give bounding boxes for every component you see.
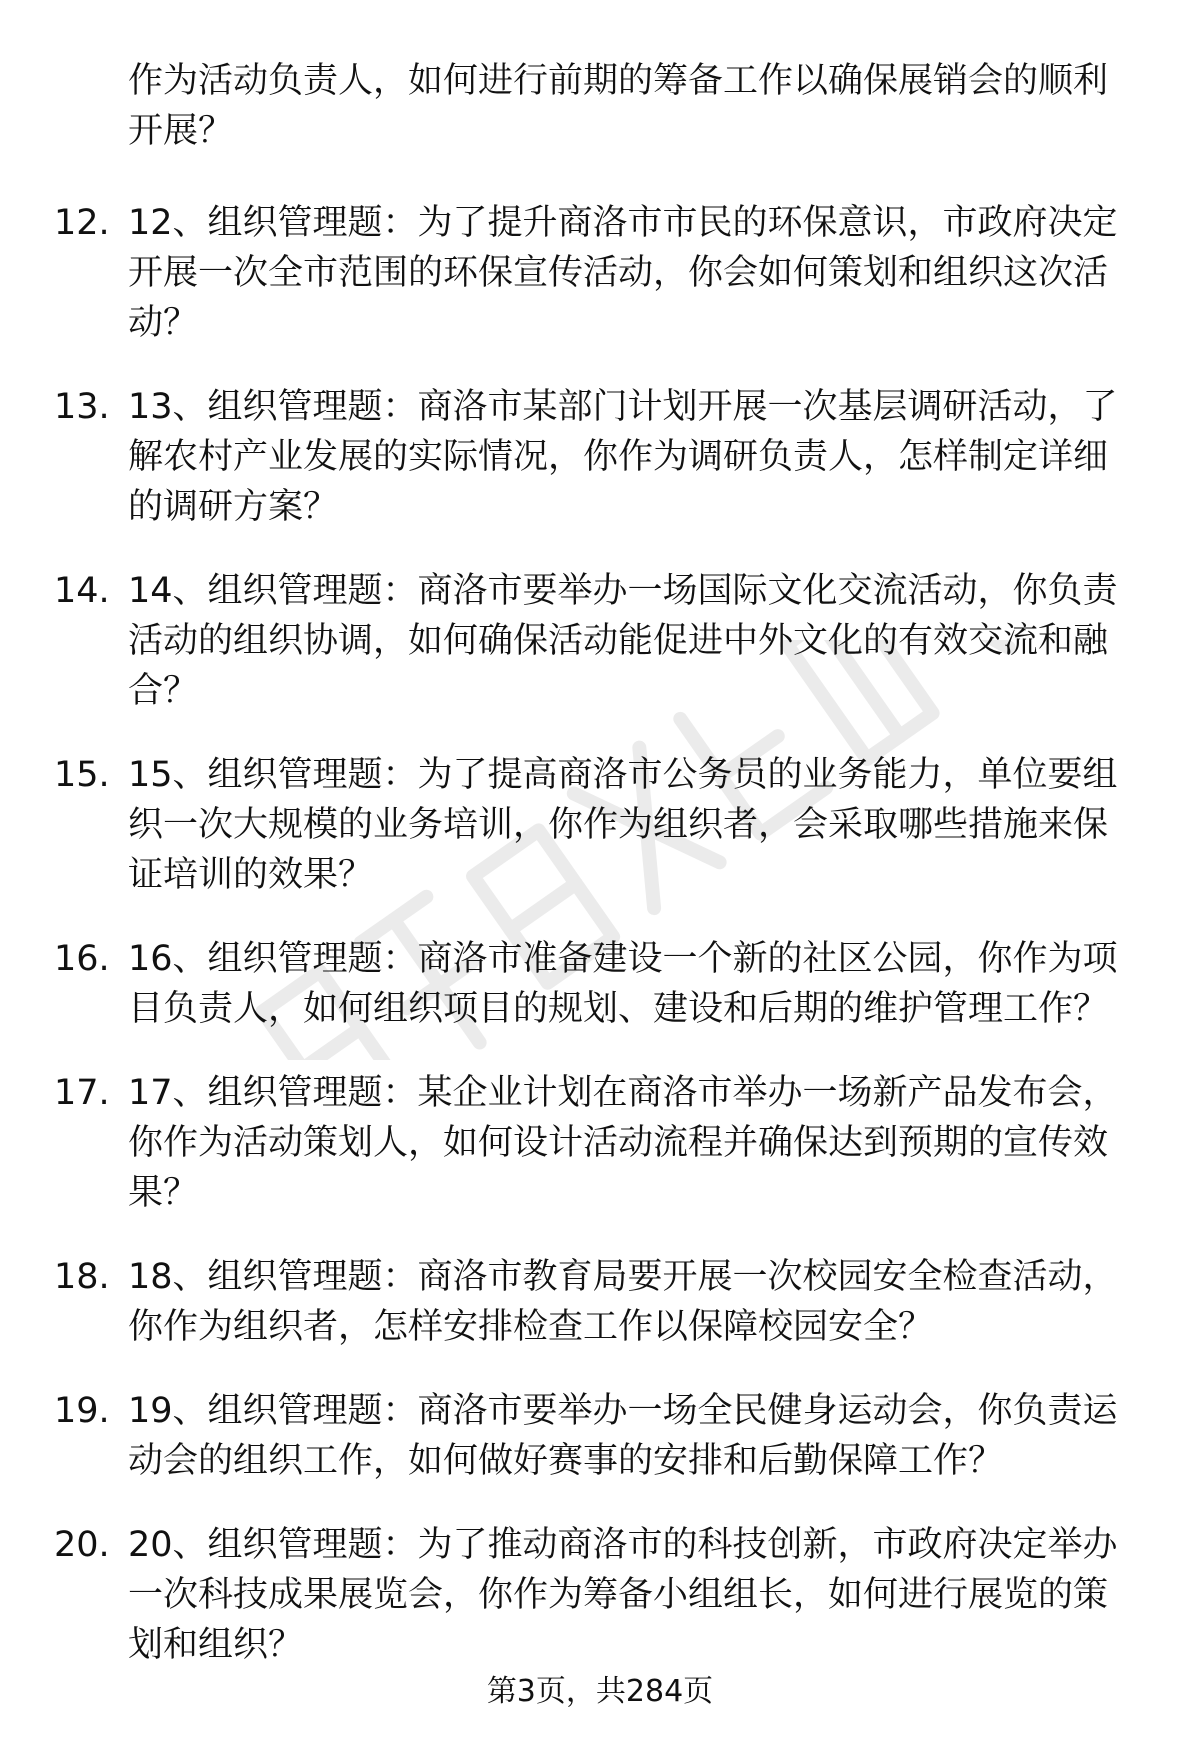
question-list (0, 198, 1200, 1670)
item-number: 14. (54, 571, 110, 611)
item-text: 13、组织管理题：商洛市某部门计划开展一次基层调研活动，了解农村产业发展的实际情况，你作为调研负责人，怎样制定详细的调研方案？ (128, 387, 1118, 527)
page-footer: 第3页，共284页 (486, 1674, 714, 1709)
list-item (0, 198, 1138, 348)
item-text: 20、组织管理题：为了推动商洛市的科技创新，市政府决定举办一次科技成果展览会，你作为筹备小组组长，如何进行展览的策划和组织？ (128, 1525, 1118, 1665)
list-item (0, 1386, 1138, 1486)
item-number: 17. (54, 1073, 110, 1113)
item-number: 13. (54, 387, 110, 427)
item-number: 20. (54, 1525, 110, 1565)
item-text: 18、组织管理题：商洛市教育局要开展一次校园安全检查活动，你作为组织者，怎样安排检查工作以保障校园安全？ (128, 1257, 1118, 1347)
item-text: 16、组织管理题：商洛市准备建设一个新的社区公园，你作为项目负责人，如何组织项目的规划、建设和后期的维护管理工作？ (128, 939, 1118, 1029)
item-text: 17、组织管理题：某企业计划在商洛市举办一场新产品发布会，你作为活动策划人，如何设计活动流程并确保达到预期的宣传效果？ (128, 1073, 1118, 1213)
item-number: 16. (54, 939, 110, 979)
list-item (0, 1068, 1138, 1218)
document-body (0, 56, 1200, 1670)
item-number: 19. (54, 1391, 110, 1431)
list-item (0, 934, 1138, 1034)
item-text: 19、组织管理题：商洛市要举办一场全民健身运动会，你负责运动会的组织工作，如何做好赛事的安排和后勤保障工作？ (128, 1391, 1118, 1481)
list-item (0, 1520, 1138, 1670)
item-number: 12. (54, 203, 110, 243)
item-text: 15、组织管理题：为了提高商洛市公务员的业务能力，单位要组织一次大规模的业务培训，你作为组织者，会采取哪些措施来保证培训的效果？ (128, 755, 1118, 895)
item-text: 12、组织管理题：为了提升商洛市市民的环保意识，市政府决定开展一次全市范围的环保宣传活动，你会如何策划和组织这次活动？ (128, 203, 1118, 343)
list-item (0, 566, 1138, 716)
list-item (0, 382, 1138, 532)
item-number: 15. (54, 755, 110, 795)
list-item (0, 750, 1138, 900)
list-item (0, 1252, 1138, 1352)
item-text: 14、组织管理题：商洛市要举办一场国际文化交流活动，你负责活动的组织协调，如何确保活动能促进中外文化的有效交流和融合？ (128, 571, 1118, 711)
item-number: 18. (54, 1257, 110, 1297)
lead-paragraph: 作为活动负责人，如何进行前期的筹备工作以确保展销会的顺利开展？ (128, 61, 1109, 151)
